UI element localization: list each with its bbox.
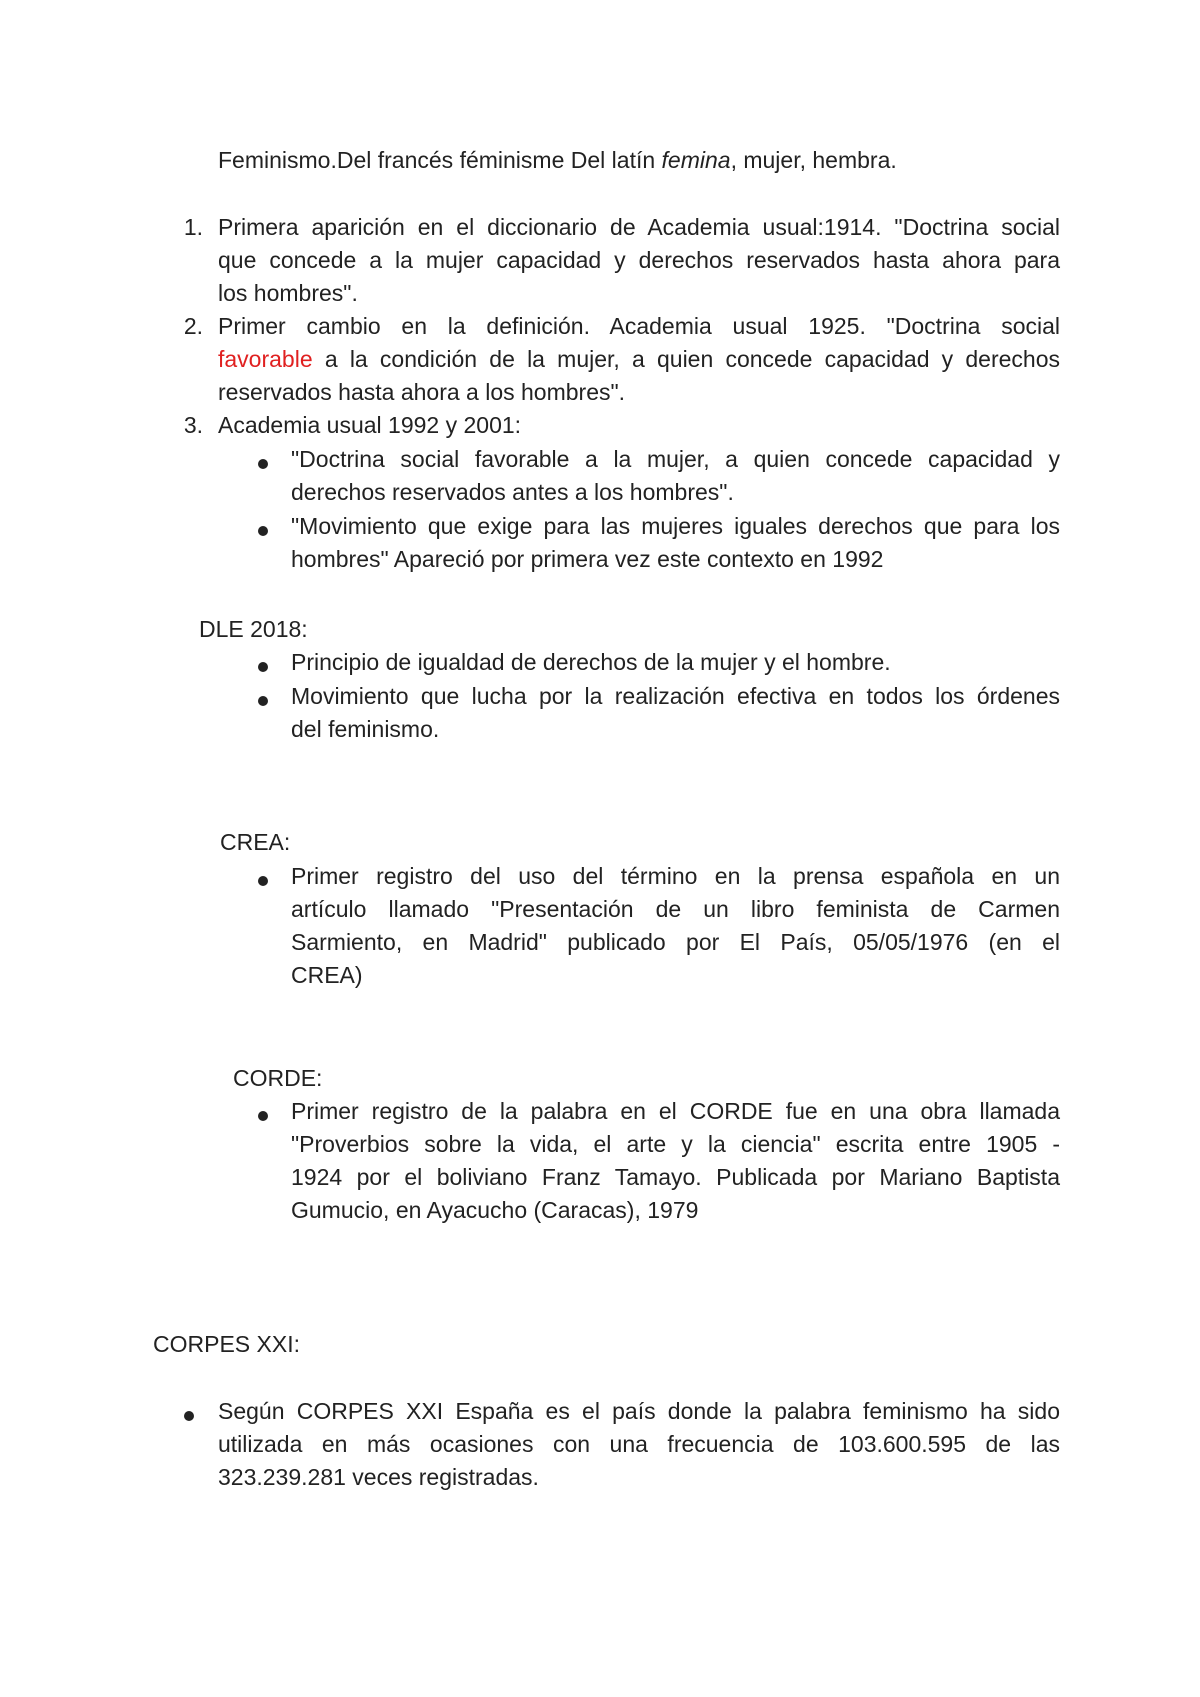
highlight-favorable: favorable: [218, 346, 313, 372]
bullet-icon: [258, 696, 268, 706]
item1-line2: que concede a la mujer capacidad y derechos reservados hasta ahora para: [218, 247, 1060, 273]
corpes-heading: CORPES XXI:: [153, 1331, 300, 1357]
corpes-line1: Según CORPES XXI España es el país donde la palabra feminismo ha sido: [218, 1398, 1060, 1424]
bullet-icon: [258, 459, 268, 469]
bullet-icon: [258, 876, 268, 886]
intro-line: [218, 144, 897, 177]
bullet-icon: [184, 1411, 194, 1421]
corde-line2: "Proverbios sobre la vida, el arte y la ciencia" escrita entre 1905 -: [291, 1131, 1060, 1157]
crea-line4: CREA): [291, 962, 363, 988]
item2-line2: [218, 343, 1060, 376]
list-number-3: 3.: [183, 412, 203, 438]
crea-line3: Sarmiento, en Madrid" publicado por El País, 05/05/1976 (en el: [291, 929, 1060, 955]
corde-line4: Gumucio, en Ayacucho (Caracas), 1979: [291, 1197, 699, 1223]
bullet-icon: [258, 1111, 268, 1121]
item1-line1: Primera aparición en el diccionario de Academia usual:1914. "Doctrina social: [218, 214, 1060, 240]
corde-line1: Primer registro de la palabra en el CORDE fue en una obra llamada: [291, 1098, 1060, 1124]
item2-line1: Primer cambio en la definición. Academia usual 1925. "Doctrina social: [218, 313, 1060, 339]
dle-bullet2-line1: Movimiento que lucha por la realización efectiva en todos los órdenes: [291, 683, 1060, 709]
intro-text-2: , mujer, hembra.: [730, 147, 897, 173]
dle-bullet1-line1: Principio de igualdad de derechos de la mujer y el hombre.: [291, 649, 891, 675]
list-number-1: 1.: [183, 214, 203, 240]
bullet-icon: [258, 662, 268, 672]
corpes-line3: 323.239.281 veces registradas.: [218, 1464, 539, 1490]
corpes-line2: utilizada en más ocasiones con una frecuencia de 103.600.595 de las: [218, 1431, 1060, 1457]
item3-bullet2-line1: "Movimiento que exige para las mujeres iguales derechos que para los: [291, 513, 1060, 539]
list-number-2: 2.: [183, 313, 203, 339]
item3-bullet1-line2: derechos reservados antes a los hombres".: [291, 479, 734, 505]
item3-line1: Academia usual 1992 y 2001:: [218, 412, 522, 438]
item3-bullet2-line2: hombres" Apareció por primera vez este contexto en 1992: [291, 546, 884, 572]
bullet-icon: [258, 526, 268, 536]
corde-heading: CORDE:: [233, 1065, 323, 1091]
dle-heading: DLE 2018:: [199, 616, 308, 642]
corde-line3: 1924 por el boliviano Franz Tamayo. Publicada por Mariano Baptista: [291, 1164, 1060, 1190]
dle-bullet2-line2: del feminismo.: [291, 716, 440, 742]
crea-line1: Primer registro del uso del término en la prensa española en un: [291, 863, 1060, 889]
item3-bullet1-line1: "Doctrina social favorable a la mujer, a quien concede capacidad y: [291, 446, 1060, 472]
item1-line3: los hombres".: [218, 280, 358, 306]
item2-line3: reservados hasta ahora a los hombres".: [218, 379, 626, 405]
intro-text-italic: femina: [661, 147, 731, 173]
item2-line2-rest: a la condición de la mujer, a quien concede capacidad y derechos: [312, 346, 1060, 372]
intro-text-1: Feminismo.Del francés féminisme Del latín: [218, 147, 662, 173]
crea-line2: artículo llamado "Presentación de un libro feminista de Carmen: [291, 896, 1060, 922]
crea-heading: CREA:: [220, 829, 291, 855]
